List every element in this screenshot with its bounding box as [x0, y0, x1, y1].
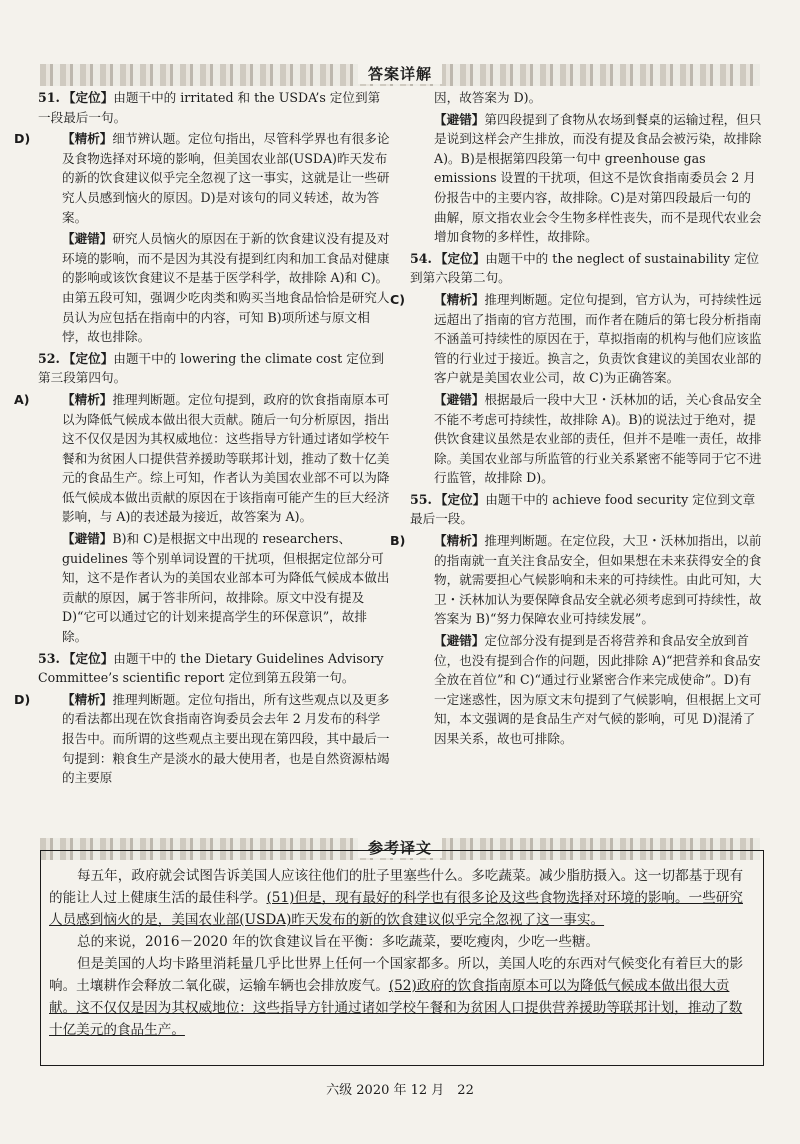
explanation-text: 推理判断题。定位句提到，政府的饮食指南原本可以为降低气候成本做出很大贡献。随后一句分析原因，指出这不仅仅是因为其权威地位：这些指导方针通过诸如学校午餐和为贫困人口提供营养援助等联邦计划，推动了数十亿美元的食品生产。综上可知，作者认为美国农业部不可以为降低气候成本做出贡献的原因在于该指南可能产生的巨大经济影响，与 A)的表述最为接近，故答案为 A)。 — [62, 391, 390, 525]
question-number: 53. — [38, 650, 60, 666]
answer-block — [410, 110, 762, 247]
translation-text: 总的来说，2016－2020 年的饮食建议旨在平衡：多吃蔬菜，要吃瘦肉，少吃一些糖。 — [77, 934, 600, 950]
answer-block — [14, 129, 390, 227]
answer-letter: B) — [390, 533, 406, 549]
question-number: 54. — [410, 250, 432, 266]
answer-block — [390, 531, 762, 629]
explanation-text: 第四段提到了食物从农场到餐桌的运输过程，但只是说到这样会产生排放，而没有提及食品会被污染，故排除 A)。B)是根据第四段第一句中 greenhouse gas emissions 设置的干扰项，但这不是饮食指南委员会 2 月份报告中的主要内容，故排除。C)是对第四段最后一句的曲解，原文指农业会令生物多样性丧失，而不是现代农业会增加食物的多样性，故排除。 — [434, 111, 762, 245]
answer-block — [14, 690, 390, 788]
answer-section-banner — [40, 64, 760, 86]
answer-block — [38, 649, 390, 688]
answer-block — [38, 229, 390, 347]
section-tag: 【避错】 — [434, 111, 485, 127]
answer-block — [410, 390, 762, 488]
answer-block — [14, 390, 390, 527]
answer-letter: A) — [14, 391, 30, 407]
answer-block — [410, 631, 762, 749]
explanation-text: 由题干中的 irritated 和 the USDA’s 定位到第一段最后一句。 — [38, 90, 381, 125]
section-tag: 【避错】 — [434, 391, 485, 407]
explanation-text: 研究人员恼火的原因在于新的饮食建议没有提及对环境的影响，而不是因为其没有提到红肉和加工食品对健康的影响或该饮食建议不是基于医学科学，故排除 A)和 C)。由第五段可知，强调少吃肉类和购买当地食品恰恰是研究人员认为应包括在指南中的内容，可知 B)项所述与原文相悖，故也排除。 — [62, 231, 390, 345]
answer-block — [390, 290, 762, 388]
answer-block — [38, 529, 390, 647]
answer-columns — [14, 88, 762, 838]
explanation-text: 由题干中的 lowering the climate cost 定位到第三段第四句。 — [38, 350, 384, 386]
answer-block — [410, 88, 762, 108]
answer-letter: D) — [14, 131, 31, 147]
section-tag: 【定位】 — [62, 350, 114, 366]
answer-block — [38, 349, 390, 388]
translation-underlined-text: (52)政府的饮食指南原本可以为降低气候成本做出很大贡献。这不仅仅是因为其权威地位：这些指导方针通过诸如学校午餐和为贫困人口提供营养援助等联邦计划，推动了数十亿美元的食品生产。 — [49, 978, 743, 1038]
section-tag: 【避错】 — [62, 231, 113, 247]
question-number: 51. — [38, 90, 60, 105]
translation-paragraph-2 — [49, 931, 755, 953]
explanation-text: 推理判断题。定位句提到，官方认为，可持续性远远超出了指南的官方范围，而作者在随后的第七段分析指南不涵盖可持续性的原因在于，草拟指南的机构与他们应该监管的行业过于接近。换言之，负责饮食建议的美国农业部的客户就是美国农业公司，故 C)为正确答案。 — [434, 291, 762, 386]
answer-letter: D) — [14, 691, 31, 707]
section-tag: 【精析】 — [62, 391, 113, 407]
translation-title: 参考译文 — [358, 837, 442, 858]
translation-paragraph-1 — [49, 865, 755, 931]
explanation-text: 推理判断题。在定位段，大卫・沃林加指出，以前的指南就一直关注食品安全，但如果想在未来获得安全的食物，就需要担心气候影响和未来的可持续性。由此可知，大卫・沃林加认为要保障食品安全就必须考虑到可持续性，故答案为 B)“努力保障农业可持续发展”。 — [434, 533, 762, 627]
explanation-text: 因，故答案为 D)。 — [434, 90, 542, 105]
section-tag: 【精析】 — [434, 291, 485, 307]
section-tag: 【定位】 — [62, 90, 114, 105]
explanation-text: 根据最后一段中大卫・沃林加的话，关心食品安全不能不考虑可持续性，故排除 A)。B)的说法过于绝对，提供饮食建议虽然是农业部的责任，但并不是唯一责任，故排除。美国农业部与所监管的行业关系紧密不能等同于它不进行监管，故排除 D)。 — [434, 391, 762, 486]
explanation-text: 由题干中的 the neglect of sustainability 定位到第六段第二句。 — [410, 250, 760, 286]
left-column — [14, 88, 390, 790]
explanation-text: 由题干中的 the Dietary Guidelines Advisory Committee’s scientific report 定位到第五段第一句。 — [38, 650, 384, 686]
translation-paragraph-3 — [49, 953, 755, 1041]
translation-underlined-text: (51)但是，现有最好的科学也有很多论及这些食物选择对环境的影响。一些研究人员感到恼火的是，美国农业部(USDA)昨天发布的新的饮食建议似乎完全忽视了这一事实。 — [49, 890, 743, 928]
answer-block — [410, 490, 762, 529]
translation-text: 但是美国的人均卡路里消耗量几乎比世界上任何一个国家都多。所以，美国人吃的东西对气候变化有着巨大的影响。土壤耕作会释放二氧化碳，运输车辆也会排放废气。 — [49, 956, 744, 994]
answer-block — [38, 88, 390, 127]
section-tag: 【避错】 — [434, 633, 485, 649]
right-column — [390, 88, 762, 751]
question-number: 55. — [410, 491, 432, 507]
section-tag: 【避错】 — [62, 531, 113, 547]
section-tag: 【定位】 — [434, 250, 486, 266]
explanation-text: B)和 C)是根据文中出现的 researchers、guidelines 等个别单词设置的干扰项，但根据定位部分可知，这不是作者认为的美国农业部本可为降低气候成本做出贡献的原因，属于答非所问，故排除。原文中没有提及 D)“它可以通过它的计划来提高学生的环保意识”，故排除。 — [62, 531, 390, 645]
question-number: 52. — [38, 350, 60, 366]
translation-text: 每五年，政府就会试图告诉美国人应该往他们的肚子里塞些什么。多吃蔬菜。减少脂肪摄入。这一切都基于现有的能让人过上健康生活的最佳科学。 — [49, 868, 744, 906]
answer-letter: C) — [390, 291, 405, 307]
explanation-text: 细节辨认题。定位句指出，尽管科学界也有很多论及食物选择对环境的影响，但美国农业部(USDA)昨天发布的新的饮食建议似乎完全忽视了这一事实，这就是让一些研究人员感到恼火的原因。D)是对该句的同义转述，故为答案。 — [62, 131, 390, 225]
section-tag: 【定位】 — [62, 650, 114, 666]
explanation-text: 定位部分没有提到是否将营养和食品安全放到首位，也没有提到合作的问题，因此排除 A)“把营养和食品安全放在首位”和 C)“通过行业紧密合作来完成使命”。D)有一定迷惑性，因为原文末句提到了气候影响，但根据上文可知，本文强调的是食品生产对气候的影响，可见 D)混淆了因果关系，故也可排除。 — [434, 633, 762, 746]
section-tag: 【精析】 — [62, 691, 113, 707]
section-tag: 【定位】 — [434, 491, 486, 507]
section-tag: 【精析】 — [62, 131, 113, 147]
translation-box — [40, 850, 764, 1066]
explanation-text: 由题干中的 achieve food security 定位到文章最后一段。 — [410, 491, 756, 527]
section-tag: 【精析】 — [434, 533, 485, 549]
page-footer: 六级 2020 年 12 月 22 — [326, 1083, 474, 1098]
answer-block — [410, 249, 762, 288]
explanation-text: 推理判断题。定位句指出，所有这些观点以及更多的看法都出现在饮食指南咨询委员会去年 2 月发布的科学报告中。而所谓的这些观点主要出现在第四段，其中最后一句提到：粮食生产是淡水的最大使用者，也是自然资源枯竭的主要原 — [62, 691, 390, 786]
section-title: 答案详解 — [358, 63, 442, 84]
